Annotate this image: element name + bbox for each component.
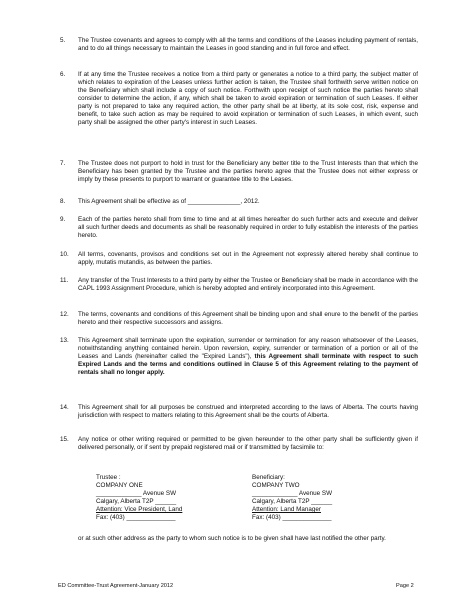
clause-text: This Agreement shall for all purposes be construed and interpreted according to the laws of Alberta. The courts having jurisdiction with respect to matters relating to this Agreement shall be the courts of Alberta. [78, 404, 418, 420]
footer-left: ED Committee-Trust Agreement-January 2012 [58, 583, 174, 589]
clause-text: All terms, covenants, provisos and conditions set out in the Agreement not expressly altered hereby shall continue to apply, mutatis mutandis, as between the parties. [78, 251, 418, 267]
beneficiary-company: COMPANY TWO [252, 482, 300, 490]
beneficiary-address-block [252, 474, 332, 522]
trustee-company: COMPANY ONE [96, 482, 143, 490]
closing-text: or at such other address as the party to whom such notice is to be given shall have last notified the other party. [78, 535, 386, 542]
clause-number: 6. [60, 71, 66, 78]
clause-number: 7. [60, 160, 66, 167]
trustee-attention: Attention: Vice President, Land [96, 506, 183, 514]
beneficiary-street: _____________ Avenue SW [252, 490, 333, 498]
clause-text: If at any time the Trustee receives a notice from a third party or generates a notice to a third party, the subject matter of which relates to expiration of the Leases unless further action is taken, the Trustee shall forthwith serve written notice on the Beneficiary which shall include a copy of such notice. Forthwith upon receipt of such notice the parties hereto shall consider to determine the action, if any, which shall be taken to avoid expiration or termination of such Leases. If either party is not prepared to take any required action, the other party shall be at liberty, at its sole cost, risk, expense and benefit, to take such action as may be required to avoid expiration or termination of such Leases, in which event, such party shall be assigned the other party's interest in such Leases. [78, 71, 418, 127]
clause-text: Each of the parties hereto shall from time to time and at all times hereafter do such further acts and execute and deliver all such further deeds and documents as shall be reasonably required in order to fully establish the interests of the parties hereto. [78, 216, 418, 240]
clause-text: The Trustee covenants and agrees to comply with all the terms and conditions of the Leases including payment of rentals, and to do all things necessary to maintain the Leases in good standing and in full force and effect. [78, 37, 418, 53]
beneficiary-fax: Fax: (403) ______________ [252, 514, 332, 522]
clause-number: 14. [60, 404, 69, 411]
clause-number: 8. [60, 198, 66, 205]
clause-number: 15. [60, 436, 69, 443]
trustee-street: _____________ Avenue SW [96, 490, 177, 498]
beneficiary-city: Calgary, Alberta T2P ______ [252, 498, 333, 506]
clause-text: Any notice or other writing required or permitted to be given hereunder to the other party shall be sufficiently given if delivered personally, or if sent by prepaid registered mail or if transmitted by facsimile to: [78, 436, 418, 452]
clause-text: This Agreement shall be effective as of _______________, 2012. [78, 198, 260, 205]
beneficiary-attention: Attention: Land Manager [252, 506, 321, 514]
clause-text: The terms, covenants and conditions of this Agreement shall be binding upon and shall enure to the benefit of the parties hereto and their respective successors and assigns. [78, 311, 418, 327]
clause-text: The Trustee does not purport to hold in trust for the Beneficiary any better title to the Trust Interests than that which the Beneficiary has been granted by the Trustee and the parties hereto agree that the Trustee does not either express or imply by these presents to purport to warrant or guarantee title to the Leases. [78, 160, 418, 184]
clause-text-bold: this Agreement shall terminate with respect to such Expired Lands and the terms and conditions outlined in Clause 5 of this Agreement relating to the payment of rentals shall no longer apply. [78, 353, 418, 377]
clause-number: 9. [60, 216, 66, 223]
clause-number: 13. [60, 337, 69, 344]
clause-number: 11. [60, 277, 69, 284]
trustee-heading: Trustee : [96, 474, 121, 481]
clause-number: 5. [60, 37, 66, 44]
clause-text-regular: This Agreement shall terminate upon the expiration, surrender or termination for any reason whatsoever of the Leases, notwithstanding anything contained herein. Upon reversion, expiry, surrender or termination of a portion or all of the Leases and Lands (hereinafter called the "Expired Lands"), [78, 337, 418, 361]
beneficiary-heading: Beneficiary: [252, 474, 285, 481]
clause-number: 10. [60, 251, 69, 258]
trustee-fax: Fax: (403) ______________ [96, 514, 176, 522]
trustee-address-block [96, 474, 182, 522]
clause-text [78, 337, 418, 377]
page-number: Page 2 [396, 583, 414, 589]
trustee-city: Calgary, Alberta T2P ______ [96, 498, 177, 506]
clause-text: Any transfer of the Trust Interests to a third party by either the Trustee or Beneficiary shall be made in accordance with the CAPL 1993 Assignment Procedure, which is hereby adopted and entirely incorporated into this Agreement. [78, 277, 418, 293]
clause-number: 12. [60, 311, 69, 318]
